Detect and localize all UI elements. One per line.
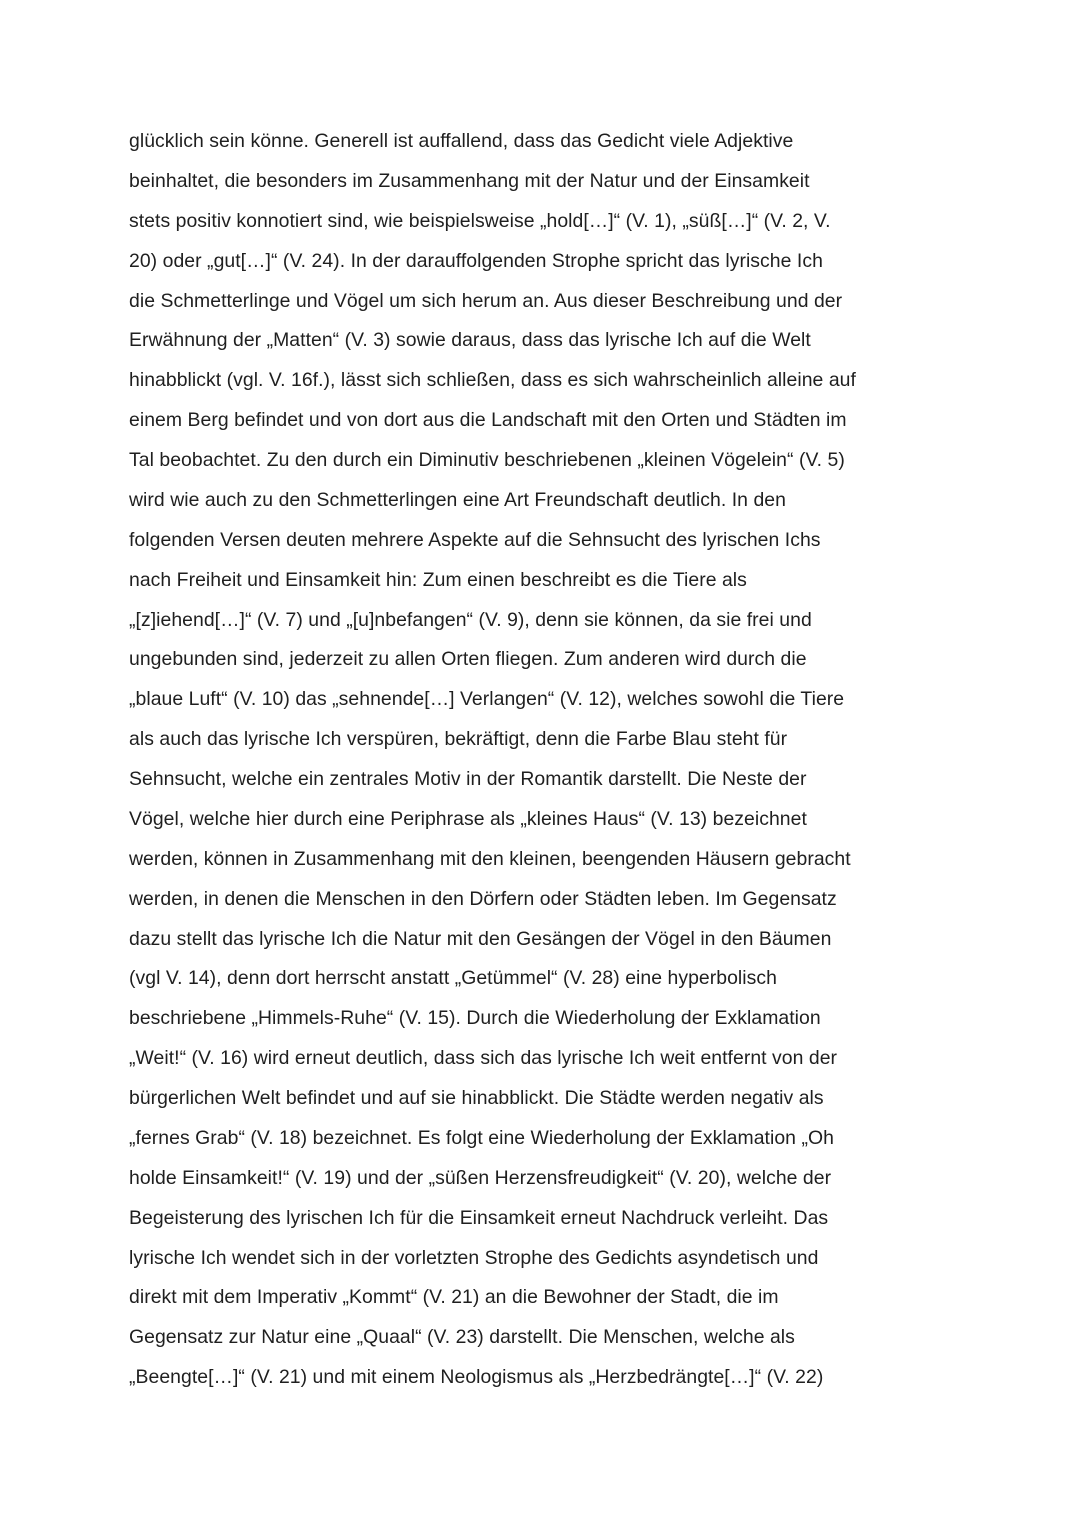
text-line: bürgerlichen Welt befindet und auf sie hinabblickt. Die Städte werden negativ als bbox=[129, 1087, 824, 1109]
text-line: „fernes Grab“ (V. 18) bezeichnet. Es folgt eine Wiederholung der Exklamation „Oh bbox=[129, 1126, 834, 1149]
text-line: holde Einsamkeit!“ (V. 19) und der „süßen Herzensfreudigkeit“ (V. 20), welche der bbox=[129, 1166, 832, 1189]
text-line: „[z]iehend[…]“ (V. 7) und „[u]nbefangen“ (V. 9), denn sie können, da sie frei und bbox=[129, 608, 812, 631]
text-line: glücklich sein könne. Generell ist auffallend, dass das Gedicht viele Adjektive bbox=[129, 130, 794, 152]
text-line: Erwähnung der „Matten“ (V. 3) sowie daraus, dass das lyrische Ich auf die Welt bbox=[129, 329, 811, 352]
text-line: direkt mit dem Imperativ „Kommt“ (V. 21) an die Bewohner der Stadt, die im bbox=[129, 1286, 779, 1309]
text-line: 20) oder „gut[…]“ (V. 24). In der darauffolgenden Strophe spricht das lyrische Ich bbox=[129, 249, 823, 272]
text-line: Vögel, welche hier durch eine Periphrase als „kleines Haus“ (V. 13) bezeichnet bbox=[129, 807, 807, 830]
text-line: Gegensatz zur Natur eine „Quaal“ (V. 23) darstellt. Die Menschen, welche als bbox=[129, 1326, 795, 1349]
text-line: werden, in denen die Menschen in den Dörfern oder Städten leben. Im Gegensatz bbox=[129, 887, 837, 910]
text-line: beinhaltet, die besonders im Zusammenhang mit der Natur und der Einsamkeit bbox=[129, 169, 810, 192]
text-line: Begeisterung des lyrischen Ich für die Einsamkeit erneut Nachdruck verleiht. Das bbox=[129, 1206, 829, 1229]
text-line: Tal beobachtet. Zu den durch ein Diminutiv beschriebenen „kleinen Vögelein“ (V. 5) bbox=[129, 449, 845, 471]
text-line: „Beengte[…]“ (V. 21) und mit einem Neologismus als „Herzbedrängte[…]“ (V. 22) bbox=[129, 1366, 824, 1389]
text-line: ungebunden sind, jederzeit zu allen Orten fliegen. Zum anderen wird durch die bbox=[129, 648, 807, 671]
text-line: „Weit!“ (V. 16) wird erneut deutlich, dass sich das lyrische Ich weit entfernt von der bbox=[129, 1047, 838, 1070]
text-line: folgenden Versen deuten mehrere Aspekte auf die Sehnsucht des lyrischen Ichs bbox=[129, 528, 821, 551]
text-line: als auch das lyrische Ich verspüren, bekräftigt, denn die Farbe Blau steht für bbox=[129, 728, 788, 751]
essay-paragraph bbox=[129, 122, 889, 1398]
text-line: beschriebene „Himmels-Ruhe“ (V. 15). Durch die Wiederholung der Exklamation bbox=[129, 1007, 821, 1030]
text-line: lyrische Ich wendet sich in der vorletzten Strophe des Gedichts asyndetisch und bbox=[129, 1246, 819, 1269]
text-line: werden, können in Zusammenhang mit den kleinen, beengenden Häusern gebracht bbox=[129, 847, 851, 870]
text-line: wird wie auch zu den Schmetterlingen eine Art Freundschaft deutlich. In den bbox=[129, 488, 786, 511]
text-line: hinabblickt (vgl. V. 16f.), lässt sich schließen, dass es sich wahrscheinlich alleine auf bbox=[129, 369, 856, 392]
text-line: die Schmetterlinge und Vögel um sich herum an. Aus dieser Beschreibung und der bbox=[129, 289, 843, 312]
text-line: (vgl V. 14), denn dort herrscht anstatt „Getümmel“ (V. 28) eine hyperbolisch bbox=[129, 967, 777, 990]
text-line: stets positiv konnotiert sind, wie beispielsweise „hold[…]“ (V. 1), „süß[…]“ (V. 2, V. bbox=[129, 209, 831, 232]
text-line: einem Berg befindet und von dort aus die Landschaft mit den Orten und Städten im bbox=[129, 409, 847, 432]
text-line: Sehnsucht, welche ein zentrales Motiv in der Romantik darstellt. Die Neste der bbox=[129, 768, 807, 790]
text-line: dazu stellt das lyrische Ich die Natur mit den Gesängen der Vögel in den Bäumen bbox=[129, 927, 832, 950]
text-line: nach Freiheit und Einsamkeit hin: Zum einen beschreibt es die Tiere als bbox=[129, 568, 747, 591]
text-line: „blaue Luft“ (V. 10) das „sehnende[…] Verlangen“ (V. 12), welches sowohl die Tiere bbox=[129, 688, 845, 711]
